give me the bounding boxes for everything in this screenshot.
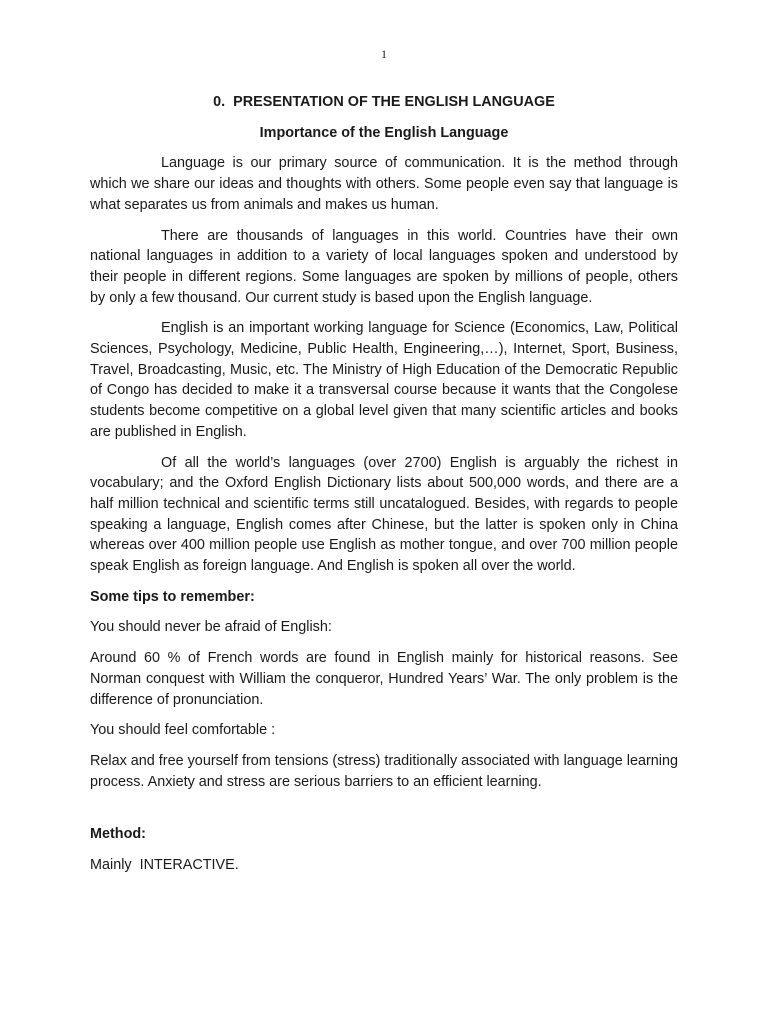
tip-1-label: You should never be afraid of English: (90, 619, 332, 636)
paragraph-3: English is an important working language for Science (Economics, Law, Political Sciences, Psychology, Medicine, Public Health, Engineering,…), Internet, Sport, Business, Travel, Broadcasting, Music, etc. The Ministry of High Education of the Democratic Republic of Congo has decided to make it a transversal course because it wants that the Congolese students become competitive on a global level given that many scientific articles and books are published in English. (90, 320, 678, 440)
paragraph-2: There are thousands of languages in this world. Countries have their own national languages in addition to a variety of local languages spoken and understood by their people in different regions. Some languages are spoken by millions of people, others by only a few thousand. Our current study is based upon the English language. (90, 227, 678, 306)
page-title: 0. PRESENTATION OF THE ENGLISH LANGUAGE (213, 94, 555, 110)
tip-2-text: Relax and free yourself from tensions (stress) traditionally associated with language learning process. Anxiety and stress are serious barriers to an efficient learning. (90, 752, 678, 790)
paragraph-1: Language is our primary source of communication. It is the method through which we share our ideas and thoughts with others. Some people even say that language is what separates us from animals and makes us human. (90, 155, 678, 213)
method-text: Mainly INTERACTIVE. (90, 857, 239, 874)
tip-2-label: You should feel comfortable : (90, 722, 276, 739)
tips-heading: Some tips to remember: (90, 588, 255, 605)
document-body (90, 92, 678, 886)
method-heading: Method: (90, 826, 146, 843)
section-subtitle: Importance of the English Language (259, 124, 509, 141)
tip-1-text: Around 60 % of French words are found in English mainly for historical reasons. See Norman conquest with William the conqueror, Hundred Years’ War. The only problem is the difference of pronunciation. (90, 650, 678, 708)
page-number: 1 (381, 47, 387, 61)
paragraph-4: Of all the world’s languages (over 2700) English is arguably the richest in vocabulary; and the Oxford English Dictionary lists about 500,000 words, and there are a half million technical and scientific terms still uncatalogued. Besides, with regards to people speaking a language, English comes after Chinese, but the latter is spoken only in China whereas over 400 million people use English as mother tongue, and over 700 million people speak English as foreign language. And English is spoken all over the world. (90, 454, 678, 575)
